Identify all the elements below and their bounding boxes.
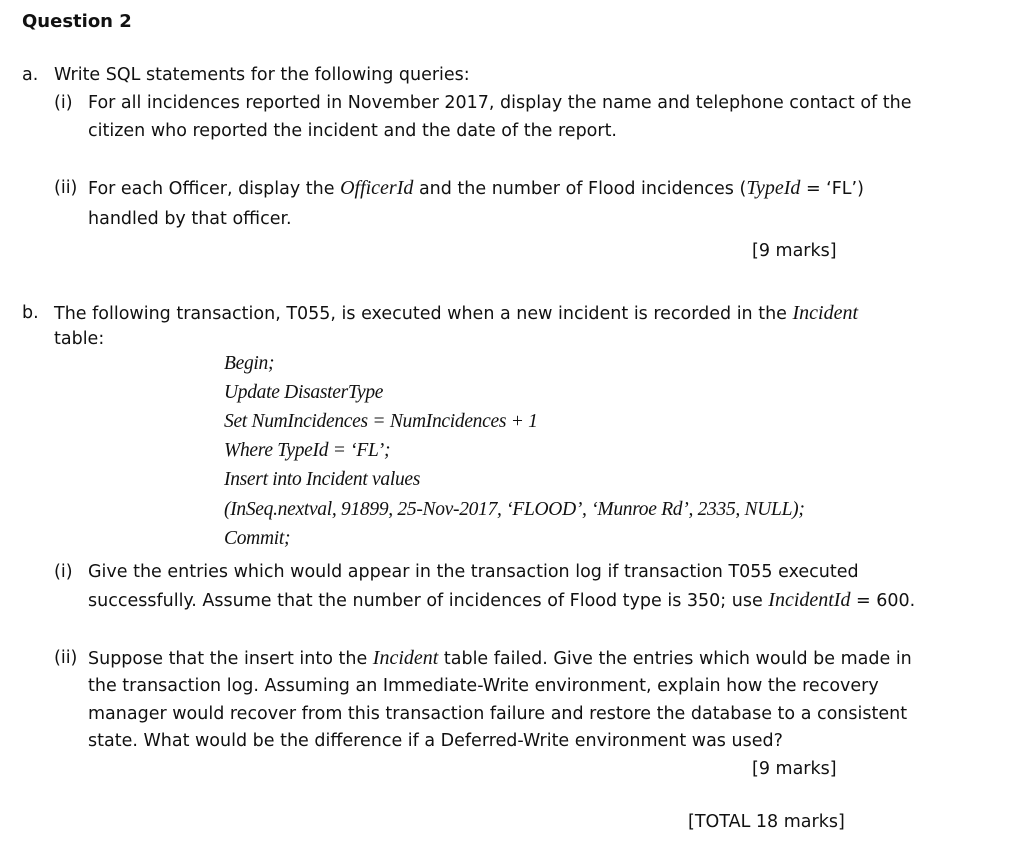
part-b-intro-line2: table: xyxy=(54,329,105,349)
part-b-i-label: (i) xyxy=(54,562,73,582)
part-b-ii-text-pre: Suppose that the insert into the xyxy=(88,649,373,669)
total-marks: [TOTAL 18 marks] xyxy=(688,812,845,832)
part-b-ii-line3: manager would recover from this transaction failure and restore the database to a consistent xyxy=(88,704,908,724)
part-a-i-label: (i) xyxy=(54,93,73,113)
part-b-ii-line4: state. What would be the difference if a Deferred-Write environment was used? xyxy=(88,731,783,751)
part-a-intro: Write SQL statements for the following queries: xyxy=(54,65,470,85)
part-a-ii-line1 xyxy=(88,177,864,200)
question-title: Question 2 xyxy=(22,11,132,32)
incident-id-term: IncidentId xyxy=(768,589,851,611)
code-line: Begin; xyxy=(224,353,275,374)
part-a-ii-text-pre: For each Officer, display the xyxy=(88,179,341,199)
code-line: (InSeq.nextval, 91899, 25-Nov-2017, ‘FLOOD’, ‘Munroe Rd’, 2335, NULL); xyxy=(224,499,805,520)
part-a-label: a. xyxy=(22,65,39,85)
part-a-ii-text-mid: and the number of Flood incidences ( xyxy=(413,179,747,199)
part-b-i-text-pre: successfully. Assume that the number of incidences of Flood type is 350; use xyxy=(88,591,769,611)
part-b-label: b. xyxy=(22,303,39,323)
code-line: Commit; xyxy=(224,528,291,549)
part-a-ii-label: (ii) xyxy=(54,178,78,198)
incident-term: Incident xyxy=(792,302,859,324)
part-b-ii-text-post: table failed. Give the entries which would be made in xyxy=(438,649,912,669)
part-b-ii-line1 xyxy=(88,647,912,670)
part-b-i-text-post: = 600. xyxy=(850,591,916,611)
officer-id-term: OfficerId xyxy=(340,177,414,199)
part-a-ii-line2: handled by that officer. xyxy=(88,209,292,229)
part-a-marks: [9 marks] xyxy=(752,241,837,261)
code-line: Set NumIncidences = NumIncidences + 1 xyxy=(224,411,538,432)
code-line: Where TypeId = ‘FL’; xyxy=(224,440,391,461)
code-line: Update DisasterType xyxy=(224,382,384,403)
part-a-i-line1: For all incidences reported in November 2017, display the name and telephone contact of the xyxy=(88,93,912,113)
part-b-marks: [9 marks] xyxy=(752,759,837,779)
part-b-i-line1: Give the entries which would appear in the transaction log if transaction T055 executed xyxy=(88,562,859,582)
code-line: Insert into Incident values xyxy=(224,469,421,490)
part-b-ii-label: (ii) xyxy=(54,648,78,668)
part-a-ii-text-post: = ‘FL’) xyxy=(800,179,864,199)
part-b-ii-line2: the transaction log. Assuming an Immediate-Write environment, explain how the recovery xyxy=(88,676,879,696)
incident-table-term: Incident xyxy=(372,647,439,669)
type-id-term: TypeId xyxy=(746,177,801,199)
part-b-intro xyxy=(54,302,858,325)
part-b-intro-pre: The following transaction, T055, is executed when a new incident is recorded in the xyxy=(54,304,793,324)
part-a-i-line2: citizen who reported the incident and the date of the report. xyxy=(88,121,617,141)
part-b-i-line2 xyxy=(88,589,915,612)
